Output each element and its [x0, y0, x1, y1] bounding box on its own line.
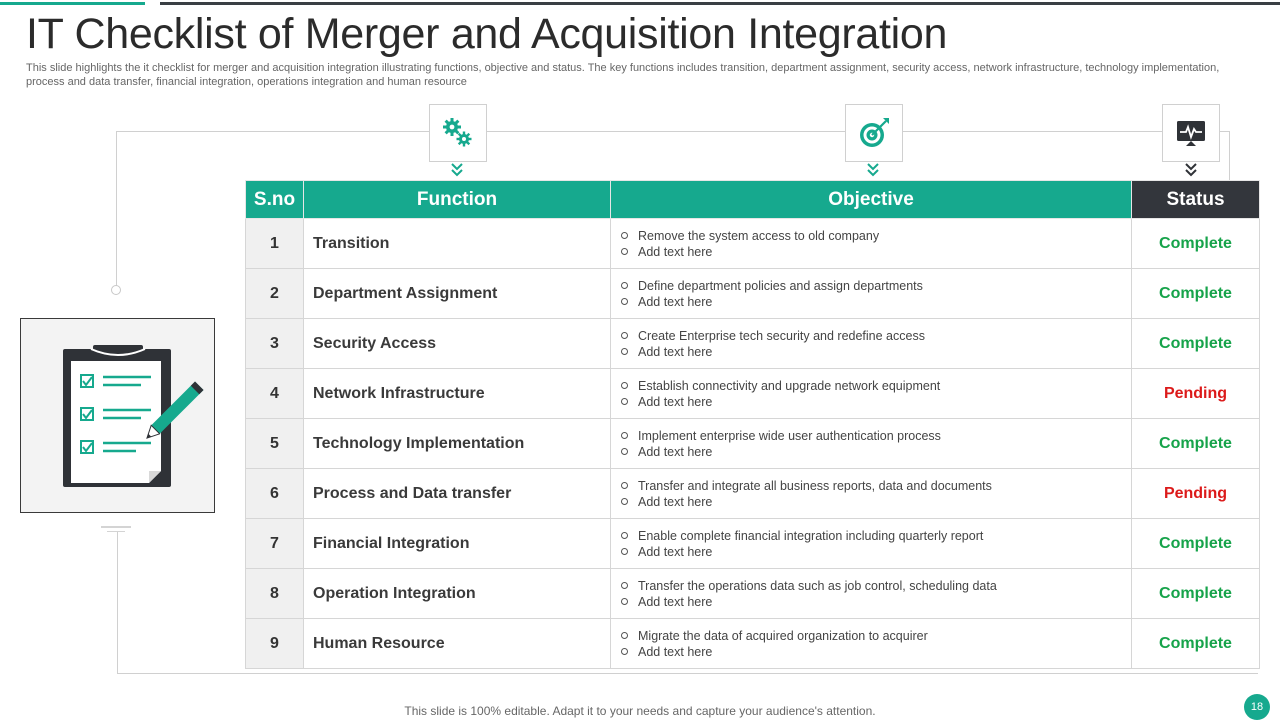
header-sno: S.no — [246, 181, 304, 219]
status-badge: Complete — [1132, 619, 1260, 669]
connector-line — [116, 131, 117, 286]
objective-line — [621, 544, 1131, 560]
status-badge: Complete — [1132, 569, 1260, 619]
header-function: Function — [304, 181, 611, 219]
bullet-icon — [621, 248, 628, 255]
bullet-icon — [621, 582, 628, 589]
pulse-monitor-icon — [1173, 115, 1209, 151]
status-icon-box — [1162, 104, 1220, 162]
pedestal-line — [101, 526, 131, 528]
objective-line — [621, 344, 1131, 360]
bullet-icon — [621, 598, 628, 605]
chevron-down-icon — [1184, 162, 1198, 178]
objective-text: Remove the system access to old company — [638, 228, 880, 243]
objective-text: Transfer and integrate all business reports, data and documents — [638, 478, 992, 493]
connector-dot — [111, 285, 121, 295]
status-badge: Complete — [1132, 319, 1260, 369]
status-badge: Complete — [1132, 219, 1260, 269]
row-objective — [611, 619, 1132, 669]
objective-text: Add text here — [638, 394, 713, 409]
objective-text: Add text here — [638, 494, 713, 509]
chevron-down-icon — [450, 162, 464, 178]
status-badge: Pending — [1132, 469, 1260, 519]
row-function: Process and Data transfer — [304, 469, 611, 519]
objective-line — [621, 644, 1131, 660]
bullet-icon — [621, 548, 628, 555]
objective-text: Migrate the data of acquired organization to acquirer — [638, 628, 928, 643]
objective-text: Add text here — [638, 344, 713, 359]
connector-line — [116, 131, 1229, 132]
objective-line — [621, 444, 1131, 460]
objective-text: Add text here — [638, 544, 713, 559]
table-row — [246, 369, 1260, 419]
objective-line — [621, 328, 1131, 344]
row-function: Technology Implementation — [304, 419, 611, 469]
bullet-icon — [621, 282, 628, 289]
row-sno: 4 — [246, 369, 304, 419]
row-sno: 8 — [246, 569, 304, 619]
top-divider-line — [160, 2, 1280, 5]
objective-text: Add text here — [638, 244, 713, 259]
row-sno: 1 — [246, 219, 304, 269]
objective-line — [621, 394, 1131, 410]
objective-text: Create Enterprise tech security and redefine access — [638, 328, 925, 343]
objective-text: Add text here — [638, 644, 713, 659]
row-function: Transition — [304, 219, 611, 269]
objective-text: Transfer the operations data such as job control, scheduling data — [638, 578, 997, 593]
objective-line — [621, 278, 1131, 294]
row-sno: 5 — [246, 419, 304, 469]
clipboard-checklist-icon — [21, 319, 214, 512]
slide-subtitle: This slide highlights the it checklist for merger and acquisition integration illustrating functions, objective and status. The key functions includes transition, department assignment, security access, network infrastructure, technology implementation, process and data transfer, financial integration, operations integration and human resource — [26, 62, 1220, 88]
bullet-icon — [621, 232, 628, 239]
bullet-icon — [621, 648, 628, 655]
header-status: Status — [1132, 181, 1260, 219]
bullet-icon — [621, 432, 628, 439]
objective-text: Implement enterprise wide user authentication process — [638, 428, 941, 443]
row-sno: 2 — [246, 269, 304, 319]
status-badge: Complete — [1132, 519, 1260, 569]
objective-text: Add text here — [638, 594, 713, 609]
bullet-icon — [621, 482, 628, 489]
bullet-icon — [621, 382, 628, 389]
bullet-icon — [621, 632, 628, 639]
row-function: Network Infrastructure — [304, 369, 611, 419]
row-sno: 9 — [246, 619, 304, 669]
connector-line — [117, 673, 1258, 674]
top-accent-line — [0, 2, 145, 5]
table-row — [246, 469, 1260, 519]
row-sno: 7 — [246, 519, 304, 569]
status-badge: Complete — [1132, 419, 1260, 469]
row-objective — [611, 269, 1132, 319]
objective-line — [621, 378, 1131, 394]
status-badge: Complete — [1132, 269, 1260, 319]
row-function: Operation Integration — [304, 569, 611, 619]
objective-line — [621, 578, 1131, 594]
connector-line — [1229, 131, 1230, 181]
table-row — [246, 419, 1260, 469]
pedestal-line — [107, 531, 125, 532]
row-function: Department Assignment — [304, 269, 611, 319]
row-objective — [611, 219, 1132, 269]
objective-line — [621, 294, 1131, 310]
row-objective — [611, 369, 1132, 419]
function-icon-box — [429, 104, 487, 162]
page-number-badge: 18 — [1244, 694, 1270, 720]
objective-line — [621, 528, 1131, 544]
gears-icon — [440, 115, 476, 151]
objective-text: Enable complete financial integration including quarterly report — [638, 528, 984, 543]
bullet-icon — [621, 532, 628, 539]
row-function: Security Access — [304, 319, 611, 369]
objective-line — [621, 244, 1131, 260]
bullet-icon — [621, 332, 628, 339]
objective-line — [621, 594, 1131, 610]
objective-line — [621, 628, 1131, 644]
row-objective — [611, 469, 1132, 519]
bullet-icon — [621, 298, 628, 305]
status-badge: Pending — [1132, 369, 1260, 419]
row-function: Human Resource — [304, 619, 611, 669]
table-row — [246, 519, 1260, 569]
table-row — [246, 569, 1260, 619]
table-row — [246, 319, 1260, 369]
chevron-down-icon — [866, 162, 880, 178]
objective-line — [621, 494, 1131, 510]
objective-line — [621, 228, 1131, 244]
objective-text: Add text here — [638, 294, 713, 309]
bullet-icon — [621, 348, 628, 355]
slide-title: IT Checklist of Merger and Acquisition Integration — [26, 10, 948, 58]
table-row — [246, 269, 1260, 319]
target-icon — [856, 115, 892, 151]
bullet-icon — [621, 448, 628, 455]
bullet-icon — [621, 498, 628, 505]
table-row — [246, 219, 1260, 269]
row-objective — [611, 419, 1132, 469]
objective-text: Define department policies and assign departments — [638, 278, 923, 293]
objective-text: Add text here — [638, 444, 713, 459]
row-function: Financial Integration — [304, 519, 611, 569]
row-objective — [611, 569, 1132, 619]
header-objective: Objective — [611, 181, 1132, 219]
checklist-table — [245, 180, 1260, 669]
row-objective — [611, 319, 1132, 369]
row-sno: 3 — [246, 319, 304, 369]
footer-note: This slide is 100% editable. Adapt it to your needs and capture your audience's attention. — [404, 704, 876, 718]
objective-line — [621, 478, 1131, 494]
bullet-icon — [621, 398, 628, 405]
objective-line — [621, 428, 1131, 444]
row-objective — [611, 519, 1132, 569]
objective-icon-box — [845, 104, 903, 162]
row-sno: 6 — [246, 469, 304, 519]
objective-text: Establish connectivity and upgrade network equipment — [638, 378, 941, 393]
table-header-row — [246, 181, 1260, 219]
illustration-box — [20, 318, 215, 513]
table-row — [246, 619, 1260, 669]
connector-line — [117, 531, 118, 673]
